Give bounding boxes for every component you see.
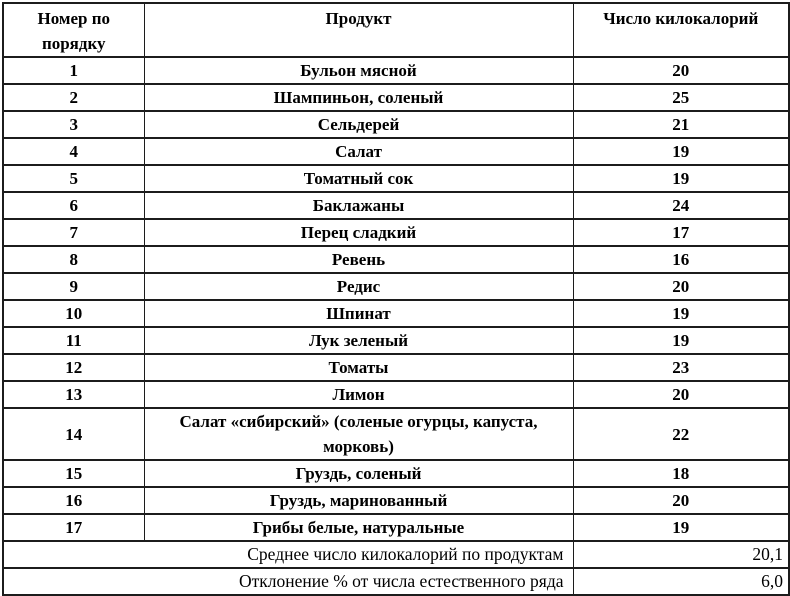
product-cell: Томаты	[144, 354, 573, 381]
summary-row-average	[3, 541, 789, 568]
table-row	[3, 354, 789, 381]
kcal-cell: 19	[573, 327, 789, 354]
order-number-cell: 14	[3, 408, 144, 460]
table-row	[3, 138, 789, 165]
kcal-cell: 20	[573, 57, 789, 84]
product-cell: Шампиньон, соленый	[144, 84, 573, 111]
table-row	[3, 192, 789, 219]
table-row	[3, 84, 789, 111]
table-body	[3, 57, 789, 541]
order-number-cell: 9	[3, 273, 144, 300]
product-cell: Салат «сибирский» (соленые огурцы, капуста, морковь)	[144, 408, 573, 460]
kcal-cell: 20	[573, 273, 789, 300]
table-row	[3, 381, 789, 408]
order-number-cell: 16	[3, 487, 144, 514]
kcal-cell: 19	[573, 514, 789, 541]
table-row	[3, 300, 789, 327]
order-number-cell: 17	[3, 514, 144, 541]
product-cell: Груздь, соленый	[144, 460, 573, 487]
order-number-cell: 15	[3, 460, 144, 487]
summary-average-label: Среднее число килокалорий по продуктам	[3, 541, 573, 568]
kcal-cell: 18	[573, 460, 789, 487]
product-cell: Ревень	[144, 246, 573, 273]
order-number-cell: 11	[3, 327, 144, 354]
product-cell: Салат	[144, 138, 573, 165]
summary-deviation-value: 6,0	[573, 568, 789, 595]
order-number-cell: 4	[3, 138, 144, 165]
table-row	[3, 408, 789, 460]
table-row	[3, 57, 789, 84]
kcal-cell: 19	[573, 300, 789, 327]
kcal-column-header: Число килокалорий	[573, 3, 789, 57]
product-cell: Перец сладкий	[144, 219, 573, 246]
product-cell: Редис	[144, 273, 573, 300]
product-column-header: Продукт	[144, 3, 573, 57]
order-number-cell: 3	[3, 111, 144, 138]
table-row	[3, 487, 789, 514]
table-row	[3, 246, 789, 273]
order-number-column-header: Номер по порядку	[3, 3, 144, 57]
product-cell: Грибы белые, натуральные	[144, 514, 573, 541]
order-number-cell: 7	[3, 219, 144, 246]
order-number-cell: 8	[3, 246, 144, 273]
kcal-cell: 17	[573, 219, 789, 246]
product-cell: Баклажаны	[144, 192, 573, 219]
table-row	[3, 273, 789, 300]
product-cell: Лимон	[144, 381, 573, 408]
kcal-cell: 23	[573, 354, 789, 381]
summary-row-deviation	[3, 568, 789, 595]
kcal-cell: 19	[573, 138, 789, 165]
order-number-cell: 1	[3, 57, 144, 84]
order-number-cell: 6	[3, 192, 144, 219]
product-cell: Лук зеленый	[144, 327, 573, 354]
table-row	[3, 111, 789, 138]
kcal-cell: 25	[573, 84, 789, 111]
order-number-cell: 13	[3, 381, 144, 408]
order-number-cell: 2	[3, 84, 144, 111]
product-cell: Сельдерей	[144, 111, 573, 138]
kcal-cell: 20	[573, 381, 789, 408]
product-cell: Груздь, маринованный	[144, 487, 573, 514]
kcal-cell: 20	[573, 487, 789, 514]
calorie-table	[2, 2, 790, 596]
order-number-cell: 12	[3, 354, 144, 381]
table-row	[3, 514, 789, 541]
kcal-cell: 24	[573, 192, 789, 219]
kcal-cell: 19	[573, 165, 789, 192]
order-number-cell: 10	[3, 300, 144, 327]
table-row	[3, 165, 789, 192]
summary-average-value: 20,1	[573, 541, 789, 568]
header-row	[3, 3, 789, 57]
kcal-cell: 21	[573, 111, 789, 138]
product-cell: Бульон мясной	[144, 57, 573, 84]
summary-deviation-label: Отклонение % от числа естественного ряда	[3, 568, 573, 595]
order-number-cell: 5	[3, 165, 144, 192]
kcal-cell: 22	[573, 408, 789, 460]
product-cell: Томатный сок	[144, 165, 573, 192]
product-cell: Шпинат	[144, 300, 573, 327]
kcal-cell: 16	[573, 246, 789, 273]
table-row	[3, 460, 789, 487]
table-row	[3, 327, 789, 354]
table-row	[3, 219, 789, 246]
